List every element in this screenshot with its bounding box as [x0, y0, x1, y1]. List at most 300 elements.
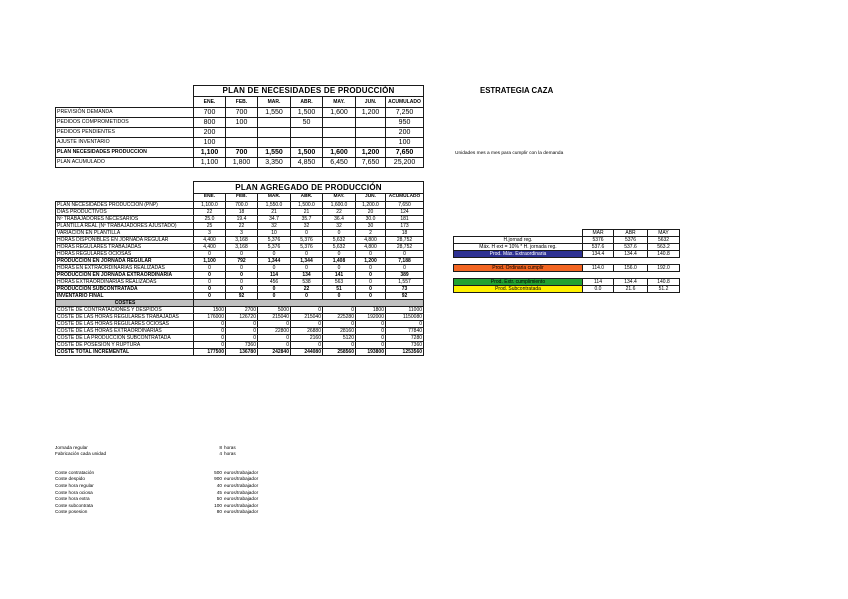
cell-mar: 0 [258, 251, 291, 258]
cell-may: 5,632 [323, 237, 356, 244]
cell-acumulado: 11000 [386, 307, 424, 314]
needs-plan-table [55, 85, 424, 168]
cell-may: 5120 [323, 335, 356, 342]
needs-plan-row-label: PEDIDOS PENDIENTES [56, 128, 194, 138]
blank-cell [56, 86, 194, 97]
cell-ene: 0 [194, 251, 226, 258]
parameter-value: 40 [216, 482, 222, 488]
cost-row [56, 342, 424, 349]
aggregate-plan-row-label: PRODUCCION EN JORNADA EXTRAORDINARIA [56, 272, 194, 279]
aggregate-plan-row-label: PLANTILLA REAL (Nº TRABAJADORES AJUSTADO) [56, 223, 194, 230]
cell-abr: 1,500 [291, 108, 323, 118]
capacity-row [454, 265, 680, 272]
cell-acumulado: 1,557 [386, 279, 424, 286]
aggregate-plan-title: PLAN AGREGADO DE PRODUCCIÓN [194, 182, 424, 194]
cell-may: 0 [323, 251, 356, 258]
cell-jun: 192000 [356, 314, 386, 321]
cell-jun: 30.0 [356, 216, 386, 223]
cell-mar: 114 [258, 272, 291, 279]
cell-may: 140.8 [648, 279, 680, 286]
cell-abr: 0 [291, 230, 323, 237]
cell-mar: 1,550 [258, 148, 291, 158]
parameter-unit: euros/trabajador [224, 476, 259, 482]
cost-row [56, 321, 424, 328]
aggregate-plan-row [56, 244, 424, 251]
blank-cell [56, 97, 194, 108]
cell-feb: 92 [226, 293, 258, 300]
cell-feb: 22 [226, 223, 258, 230]
cost-row [56, 314, 424, 321]
cell-mar: 242840 [258, 349, 291, 356]
cell-abr: 538 [291, 279, 323, 286]
column-header-abr: ABR [614, 230, 648, 237]
cell-jun [356, 138, 386, 148]
cell-jun: 30 [356, 223, 386, 230]
cell-ene: 176000 [194, 314, 226, 321]
cell-may: 225280 [323, 314, 356, 321]
parameter-label: Coste hora extra [55, 496, 90, 502]
capacity-row-label: Prod. Máx. Extraordinaria [454, 251, 583, 258]
cell-feb: 0 [226, 321, 258, 328]
cell-acumulado: 18 [386, 230, 424, 237]
aggregate-plan-row [56, 286, 424, 293]
cell-feb: 0 [226, 279, 258, 286]
cell-jun: 7,650 [356, 158, 386, 168]
parameter-value: 45 [216, 489, 222, 495]
cell-mar: 1,550.0 [258, 202, 291, 209]
cell-acumulado: 181 [386, 216, 424, 223]
parameter-row [55, 469, 315, 476]
cell-may: 192.0 [648, 265, 680, 272]
parameter-unit: horas [224, 451, 236, 457]
cost-row-label: COSTE DE LAS HORAS REGULARES OCIOSAS [56, 321, 194, 328]
cell-may: 5,632 [323, 244, 356, 251]
cell-mar: 0 [258, 286, 291, 293]
cell-mar: 0 [258, 335, 291, 342]
aggregate-plan-row-label: PRODUCCION EN JORNADA REGULAR [56, 258, 194, 265]
needs-plan-row-label: AJUSTE INVENTARIO [56, 138, 194, 148]
blank-cell [56, 194, 194, 202]
cell-may: 36.4 [323, 216, 356, 223]
blank-cell [56, 182, 194, 194]
parameter-label: Coste hora ociosa [55, 489, 93, 495]
needs-plan-row [56, 128, 424, 138]
parameter-row [55, 502, 315, 509]
column-header-mar: MAR. [258, 97, 291, 108]
cell-abr: 0 [291, 342, 323, 349]
column-header-mar: MAR [583, 230, 614, 237]
cell-may [323, 138, 356, 148]
cell-abr: 26880 [291, 328, 323, 335]
column-header-ene: ENE. [194, 194, 226, 202]
parameter-value: 900 [214, 476, 222, 482]
cell-jun: 0 [356, 321, 386, 328]
parameter-value: 4 [219, 451, 222, 457]
cell-ene: 1,100 [194, 148, 226, 158]
cell-abr: 244080 [291, 349, 323, 356]
parameter-label: Fabricación cada unidad [55, 451, 107, 457]
cell-feb: 19.4 [226, 216, 258, 223]
cell-acumulado: 7,188 [386, 258, 424, 265]
cell-feb: 0 [226, 272, 258, 279]
needs-plan-row-label: PLAN ACUMULADO [56, 158, 194, 168]
cell-abr: 50 [291, 118, 323, 128]
cell-abr: 134 [291, 272, 323, 279]
cell-abr: 134.4 [614, 251, 648, 258]
cell-jun: 4,800 [356, 237, 386, 244]
cell-may: 5632 [648, 237, 680, 244]
cell-feb: 792 [226, 258, 258, 265]
cell-mar [258, 128, 291, 138]
cell-feb [226, 138, 258, 148]
aggregate-plan-row [56, 272, 424, 279]
cell-jun: 0 [356, 293, 386, 300]
parameter-unit: euros/trabajador [224, 502, 259, 508]
aggregate-plan-row-label: DIAS PRODUCTIVOS [56, 209, 194, 216]
cell-ene: 700 [194, 108, 226, 118]
column-header-jun: JUN. [356, 194, 386, 202]
cost-row [56, 335, 424, 342]
cell-ene: 100 [194, 138, 226, 148]
aggregate-plan-table [55, 181, 424, 356]
cell-abr: 156.0 [614, 265, 648, 272]
cell-may: 28160 [323, 328, 356, 335]
cell-may: 258560 [323, 349, 356, 356]
cell-feb: 1,800 [226, 158, 258, 168]
spacer-row [454, 258, 680, 265]
work-parameters [55, 444, 315, 457]
cost-row-label: COSTE DE CONTRATACIONES Y DESPIDOS [56, 307, 194, 314]
cell-abr: 5376 [614, 237, 648, 244]
parameter-unit: euros/trabajador [224, 489, 259, 495]
costs-body [56, 300, 424, 356]
cell-abr: 2160 [291, 335, 323, 342]
cell-jun: 1,200 [356, 108, 386, 118]
cell-acumulado: 28,752 [386, 237, 424, 244]
parameter-unit: euros/trabajador [224, 482, 259, 488]
cell-may: 563.2 [648, 244, 680, 251]
aggregate-plan-row [56, 209, 424, 216]
cell-may: 32 [323, 223, 356, 230]
parameter-label: Coste subcontrata [55, 502, 94, 508]
cell-feb: 2700 [226, 307, 258, 314]
cell-jun: 1,200.0 [356, 202, 386, 209]
cell-acumulado: 1253560 [386, 349, 424, 356]
column-header-may: MAY. [323, 97, 356, 108]
cell-jun: 4,800 [356, 244, 386, 251]
cell-acumulado: 25,200 [386, 158, 424, 168]
column-header-abr: ABR. [291, 97, 323, 108]
cell-feb: 700.0 [226, 202, 258, 209]
cell-feb: 18 [226, 209, 258, 216]
cell-ene: 800 [194, 118, 226, 128]
aggregate-plan-row [56, 202, 424, 209]
cell-mar: 1,550 [258, 108, 291, 118]
aggregate-plan-row-label: Nº TRABAJADORES NECESARIOS [56, 216, 194, 223]
cell-mar: 0 [258, 293, 291, 300]
cell-abr: 4,850 [291, 158, 323, 168]
column-header-feb: FEB. [226, 97, 258, 108]
cell-abr: 1,500 [291, 148, 323, 158]
aggregate-plan-row-label: HORAS EXTRAORDINARIAS REALIZADAS [56, 279, 194, 286]
parameter-row [55, 476, 315, 483]
cell-mar: 5376 [583, 237, 614, 244]
cell-mar: 32 [258, 223, 291, 230]
needs-plan-row-label: PREVISIÓN DEMANDA [56, 108, 194, 118]
aggregate-plan-title-row [56, 182, 424, 194]
cell-abr [291, 128, 323, 138]
cell-may: 140.8 [648, 251, 680, 258]
column-header-feb: FEB. [226, 194, 258, 202]
parameter-row [55, 451, 315, 458]
cell-acumulado: 0 [386, 251, 424, 258]
column-header-may: MAY [648, 230, 680, 237]
cell-jun: 2 [356, 230, 386, 237]
cell-acumulado: 200 [386, 128, 424, 138]
cell-abr: 35.7 [291, 216, 323, 223]
parameter-unit: euros/trabajador [224, 496, 259, 502]
cell-ene: 25 [194, 223, 226, 230]
cell-may: 51.2 [648, 286, 680, 293]
cell-ene: 0 [194, 342, 226, 349]
parameter-row [55, 495, 315, 502]
column-header-abr: ABR. [291, 194, 323, 202]
cell-mar: 215040 [258, 314, 291, 321]
cost-row-label: COSTE DE LAS HORAS REGULARES TRABAJADAS [56, 314, 194, 321]
cell-mar: 10 [258, 230, 291, 237]
needs-plan-row [56, 158, 424, 168]
cell-jun: 1,200 [356, 258, 386, 265]
spacer-cell [454, 258, 680, 265]
cell-ene: 200 [194, 128, 226, 138]
cell-acumulado: 28,752 [386, 244, 424, 251]
capacity-row-label: H.jornad reg. [454, 237, 583, 244]
costs-section-row [56, 300, 424, 307]
cell-feb: 700 [226, 148, 258, 158]
needs-plan-row [56, 148, 424, 158]
aggregate-plan-row-label: PRODUCCION SUBCONTRATADA [56, 286, 194, 293]
cell-jun: 0 [356, 342, 386, 349]
needs-plan-row-label: PEDIDOS COMPROMETIDOS [56, 118, 194, 128]
parameter-row [55, 509, 315, 516]
aggregate-plan-row [56, 293, 424, 300]
cell-ene: 4,400 [194, 244, 226, 251]
parameter-value: 50 [216, 496, 222, 502]
column-header-may: MAY. [323, 194, 356, 202]
cell-mar: 34.7 [258, 216, 291, 223]
cell-may: 1,600 [323, 108, 356, 118]
parameter-value: 500 [214, 469, 222, 475]
parameter-label: Coste contratación [55, 469, 95, 475]
cell-abr: 0 [291, 321, 323, 328]
aggregate-plan-row-label: HORAS EN EXTRAORDINARIAS REALIZADAS [56, 265, 194, 272]
cell-abr: 0 [291, 307, 323, 314]
costs-section-band [194, 300, 424, 307]
cell-mar: 21 [258, 209, 291, 216]
cell-feb: 0 [226, 265, 258, 272]
cell-acumulado: 1150080 [386, 314, 424, 321]
cell-jun: 193800 [356, 349, 386, 356]
capacity-row [454, 251, 680, 258]
cell-acumulado: 7,650 [386, 202, 424, 209]
aggregate-plan-row-label: PLAN NECESIDADES PRODUCCION (PNP) [56, 202, 194, 209]
cell-ene: 0 [194, 279, 226, 286]
aggregate-plan-row [56, 223, 424, 230]
cell-ene: 0 [194, 286, 226, 293]
cell-acumulado: 173 [386, 223, 424, 230]
cell-acumulado: 0 [386, 321, 424, 328]
needs-plan-body [56, 108, 424, 168]
cell-may: 563 [323, 279, 356, 286]
cell-jun: 0 [356, 328, 386, 335]
cell-acumulado: 77840 [386, 328, 424, 335]
cell-feb: 3 [226, 230, 258, 237]
cell-ene: 0 [194, 265, 226, 272]
cell-ene: 0 [194, 293, 226, 300]
aggregate-plan-row-label: HORAS DISPONIBLES EN JORNADA REGULAR [56, 237, 194, 244]
needs-plan-title-row [56, 86, 424, 97]
cell-jun: 1800 [356, 307, 386, 314]
column-header-acumulado: ACUMULADO [386, 194, 424, 202]
cell-may: 0 [323, 293, 356, 300]
cell-may: 0 [323, 230, 356, 237]
blank-cell [454, 230, 583, 237]
capacity-row [454, 244, 680, 251]
needs-plan-row [56, 118, 424, 128]
cell-ene: 0 [194, 321, 226, 328]
cell-abr: 537.6 [614, 244, 648, 251]
aggregate-plan-row-label: HORAS REGULARES TRABAJADAS [56, 244, 194, 251]
cell-abr: 1,344 [291, 258, 323, 265]
cell-may: 1,408 [323, 258, 356, 265]
costs-section-title: COSTES [56, 300, 194, 307]
capacity-row-label: Prod. Extr. cumplimiento [454, 279, 583, 286]
aggregate-plan-header-row [56, 194, 424, 202]
cell-ene: 1500 [194, 307, 226, 314]
capacity-row-label: Prod. Ordinaria cumplir [454, 265, 583, 272]
cell-jun: 0 [356, 265, 386, 272]
parameter-row [55, 489, 315, 496]
capacity-row-label: Máx. H ext = 10% * H. jornada reg. [454, 244, 583, 251]
cell-may: 0 [323, 321, 356, 328]
aggregate-plan-row [56, 265, 424, 272]
parameter-value: 80 [216, 509, 222, 515]
cell-feb: 0 [226, 335, 258, 342]
strategy-title: ESTRATEGIA CAZA [480, 86, 554, 95]
cell-abr: 215040 [291, 314, 323, 321]
capacity-row [454, 237, 680, 244]
cell-may: 1,600.0 [323, 202, 356, 209]
column-header-mar: MAR. [258, 194, 291, 202]
cell-mar [258, 138, 291, 148]
cell-feb: 3,168 [226, 244, 258, 251]
aggregate-plan-row [56, 216, 424, 223]
cell-may: 0 [323, 265, 356, 272]
cell-abr: 5,376 [291, 244, 323, 251]
needs-plan-header-row [56, 97, 424, 108]
aggregate-plan-row [56, 258, 424, 265]
cell-feb: 100 [226, 118, 258, 128]
cost-parameters [55, 469, 315, 515]
cost-row [56, 328, 424, 335]
aggregate-plan-row-label: VARIACION EN PLANTILLA [56, 230, 194, 237]
cell-may: 1,600 [323, 148, 356, 158]
cell-feb: 700 [226, 108, 258, 118]
cell-may [323, 128, 356, 138]
cell-jun: 0 [356, 335, 386, 342]
parameter-label: Coste posesion [55, 509, 88, 515]
cell-may [323, 118, 356, 128]
cell-acumulado: 950 [386, 118, 424, 128]
cell-mar: 5000 [258, 307, 291, 314]
strategy-note: Unidades mes a mes para cumplir con la demanda [455, 151, 564, 156]
parameter-label: Coste hora regular [55, 482, 94, 488]
needs-plan-row [56, 138, 424, 148]
cell-feb: 0 [226, 286, 258, 293]
cell-feb [226, 128, 258, 138]
cell-may: 22 [323, 209, 356, 216]
cell-mar: 22800 [258, 328, 291, 335]
cell-jun: 1,200 [356, 148, 386, 158]
aggregate-plan-row [56, 251, 424, 258]
cell-ene: 0 [194, 328, 226, 335]
cost-row-label: COSTE DE POSESION Y RUPTURA [56, 342, 194, 349]
cell-ene: 1,100.0 [194, 202, 226, 209]
cell-ene: 177500 [194, 349, 226, 356]
needs-plan-title: PLAN DE NECESIDADES DE PRODUCCIÓN [194, 86, 424, 97]
cell-jun [356, 118, 386, 128]
cell-mar: 1,344 [258, 258, 291, 265]
cell-jun: 0 [356, 279, 386, 286]
cell-abr: 5,376 [291, 237, 323, 244]
cell-mar: 456 [258, 279, 291, 286]
cell-may: 0 [323, 342, 356, 349]
cell-acumulado: 7,650 [386, 148, 424, 158]
cost-row-label: COSTE DE LAS HORAS EXTRAORDINARIAS [56, 328, 194, 335]
parameter-label: Coste despido [55, 476, 85, 482]
cell-abr: 22 [291, 286, 323, 293]
cell-mar: 537.6 [583, 244, 614, 251]
cost-row [56, 307, 424, 314]
cell-feb: 0 [226, 328, 258, 335]
cell-acumulado: 73 [386, 286, 424, 293]
cell-mar: 3,350 [258, 158, 291, 168]
cell-jun: 0 [356, 272, 386, 279]
cell-abr: 21.6 [614, 286, 648, 293]
cell-abr: 1,500.0 [291, 202, 323, 209]
cost-row-label: COSTE DE LA PRODUCCION SUBCONTRATADA [56, 335, 194, 342]
cell-abr: 32 [291, 223, 323, 230]
cell-may: 6,450 [323, 158, 356, 168]
needs-plan-row [56, 108, 424, 118]
parameter-value: 8 [219, 444, 222, 450]
cell-ene: 4,400 [194, 237, 226, 244]
column-header-jun: JUN. [356, 97, 386, 108]
cell-mar: 114.0 [583, 265, 614, 272]
cell-ene: 3 [194, 230, 226, 237]
cell-mar [258, 118, 291, 128]
aggregate-plan-row [56, 230, 424, 237]
cell-acumulado: 7,250 [386, 108, 424, 118]
cell-mar: 0 [258, 342, 291, 349]
cell-mar: 0 [258, 265, 291, 272]
cell-mar: 5,376 [258, 244, 291, 251]
spacer-cell [454, 272, 680, 279]
cell-ene: 0 [194, 335, 226, 342]
cell-ene: 1,100 [194, 158, 226, 168]
column-header-ene: ENE. [194, 97, 226, 108]
cell-abr: 0 [291, 293, 323, 300]
